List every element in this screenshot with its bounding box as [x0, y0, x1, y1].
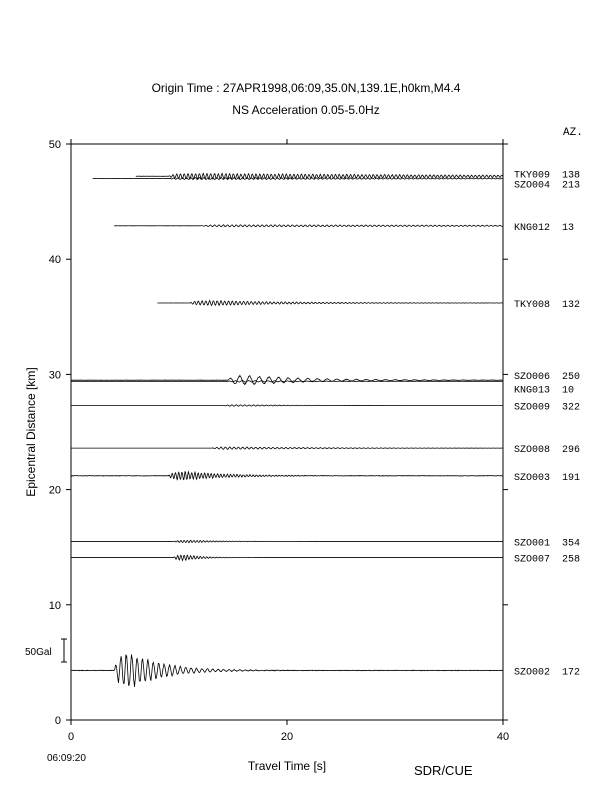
azimuth-label-szo006: 250 — [562, 372, 581, 384]
azimuth-label-tky008: 132 — [562, 299, 581, 311]
station-label-szo006: SZO006 — [514, 372, 551, 384]
station-label-szo002: SZO002 — [514, 667, 551, 679]
amplitude-scale-bar — [25, 639, 67, 662]
station-label-szo001: SZO001 — [514, 538, 551, 550]
station-traces — [71, 173, 503, 687]
azimuth-label-szo002: 172 — [562, 667, 581, 679]
x-axis-label: Travel Time [s] — [247, 759, 327, 773]
azimuth-label-szo009: 322 — [562, 402, 581, 414]
y-tick-label: 20 — [48, 484, 61, 497]
az-header: AZ. — [563, 127, 583, 139]
trace-szo009 — [71, 405, 503, 406]
azimuth-label-kng013: 10 — [562, 385, 575, 397]
station-label-szo009: SZO009 — [514, 402, 551, 414]
trace-tky008 — [157, 300, 503, 305]
x-tick-label: 0 — [67, 731, 75, 743]
azimuth-label-szo008: 296 — [562, 445, 581, 457]
azimuth-label-kng012: 13 — [562, 222, 575, 234]
trace-szo007 — [71, 555, 503, 560]
trace-szo004 — [93, 178, 503, 180]
azimuth-label-szo004: 213 — [562, 180, 581, 192]
station-label-tky008: TKY008 — [514, 299, 551, 311]
azimuth-label-tky009: 138 — [562, 170, 581, 182]
credit-label: SDR/CUE — [414, 763, 473, 778]
trace-szo001 — [71, 540, 503, 542]
y-tick-label: 10 — [48, 599, 61, 612]
azimuth-label-szo001: 354 — [562, 538, 581, 550]
station-label-szo004: SZO004 — [514, 180, 551, 192]
plot-frame — [71, 144, 503, 720]
station-label-szo007: SZO007 — [514, 554, 551, 566]
trace-kng012 — [114, 225, 503, 227]
azimuth-label-szo003: 191 — [562, 472, 581, 484]
trace-szo002 — [71, 655, 503, 687]
y-tick-label: 40 — [48, 254, 61, 267]
azimuth-label-szo007: 258 — [562, 554, 581, 566]
trace-szo006 — [71, 375, 503, 384]
trace-szo008 — [71, 447, 503, 449]
scale-bar-label: 50Gal — [25, 647, 52, 658]
chart-subtitle: NS Acceleration 0.05-5.0Hz — [232, 103, 380, 117]
y-tick-label: 50 — [48, 139, 61, 151]
station-label-kng013: KNG013 — [514, 385, 551, 397]
station-label-szo008: SZO008 — [514, 445, 551, 457]
start-time-label: 06:09:20 — [47, 753, 86, 764]
station-label-szo003: SZO003 — [514, 472, 551, 484]
station-label-tky009: TKY009 — [514, 170, 551, 182]
station-label-kng012: KNG012 — [514, 222, 551, 234]
x-tick-label: 20 — [280, 731, 294, 743]
y-tick-label: 30 — [48, 369, 61, 382]
trace-szo003 — [71, 472, 503, 480]
y-tick-label: 0 — [54, 715, 61, 727]
chart-title: Origin Time : 27APR1998,06:09,35.0N,139.1E,h0km,M4.4 — [151, 81, 461, 95]
y-axis-label: Epicentral Distance [km] — [24, 367, 38, 497]
x-tick-label: 40 — [496, 731, 510, 743]
axis-ticks — [49, 139, 509, 743]
station-labels — [514, 170, 580, 678]
